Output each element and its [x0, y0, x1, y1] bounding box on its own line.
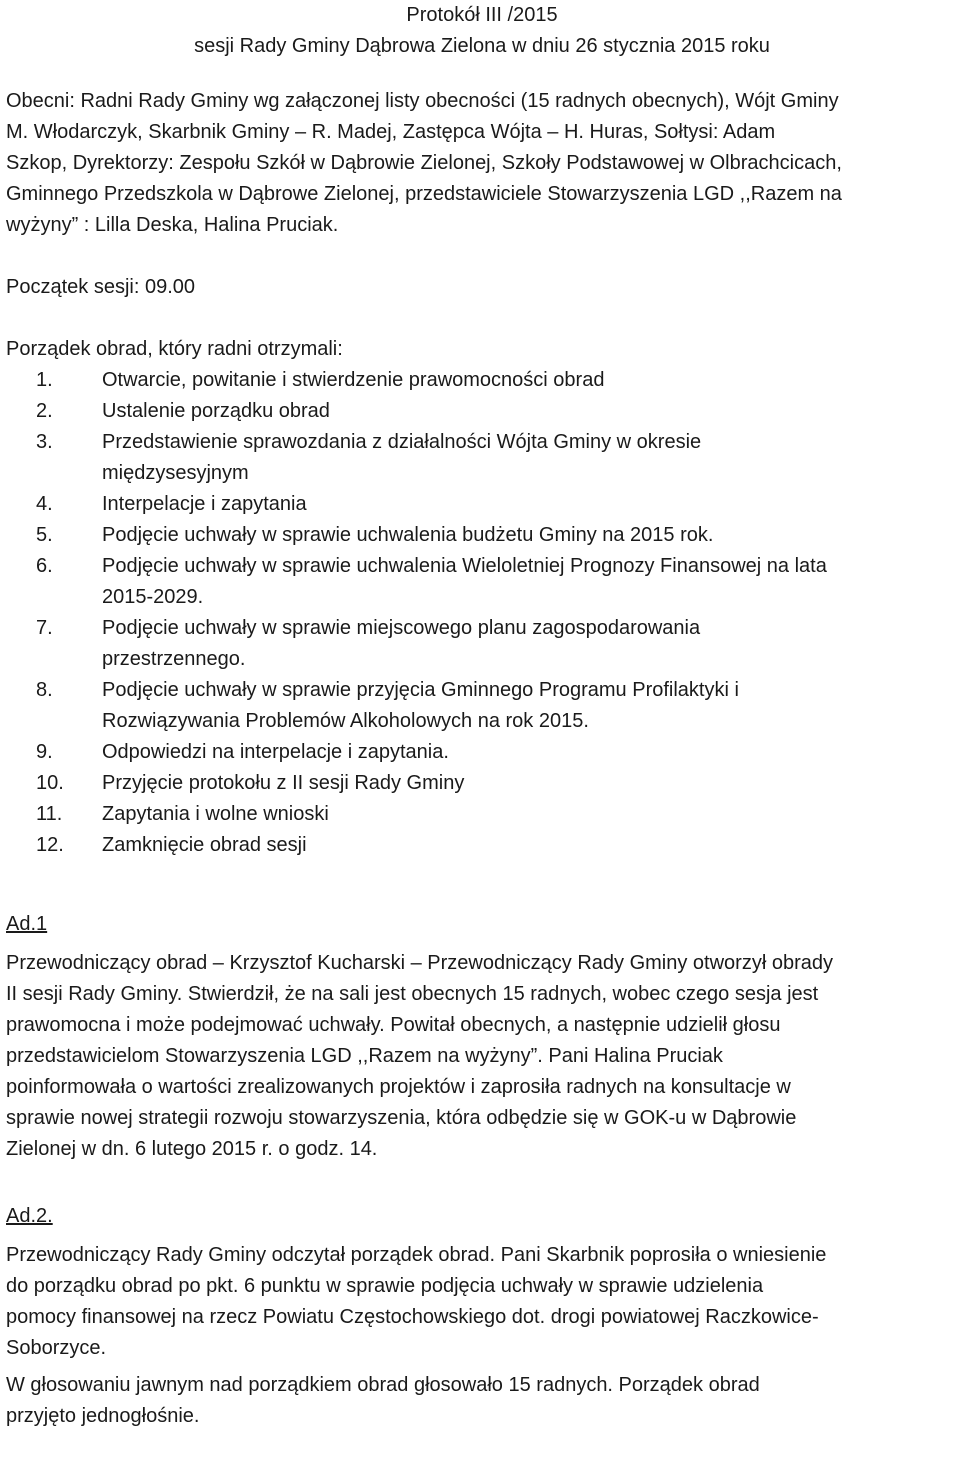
- document-page: [6, 0, 958, 1432]
- ad2-paragraph-1: [6, 1240, 958, 1364]
- agenda-item: 4. Interpelacje i zapytania: [36, 493, 307, 515]
- ad2-line: pomocy finansowej na rzecz Powiatu Częstochowskiego dot. drogi powiatowej Raczkowice-: [6, 1306, 819, 1328]
- ad1-line: Przewodniczący obrad – Krzysztof Kucharski – Przewodniczący Rady Gminy otworzył obrady: [6, 952, 833, 974]
- ad1-heading: Ad.1: [6, 913, 48, 935]
- agenda-item: 11. Zapytania i wolne wnioski: [36, 803, 329, 825]
- ad2-heading: Ad.2.: [6, 1205, 53, 1227]
- ad1-line: Zielonej w dn. 6 lutego 2015 r. o godz. 14.: [6, 1138, 378, 1160]
- attendance-line: Obecni: Radni Rady Gminy wg załączonej listy obecności (15 radnych obecnych), Wójt Gminy: [6, 90, 839, 112]
- attendance-paragraph: [6, 86, 958, 241]
- agenda-item: 8. Podjęcie uchwały w sprawie przyjęcia Gminnego Programu Profilaktyki i Rozwiązywania Problemów Alkoholowych na rok 2015.: [36, 679, 739, 732]
- ad1-line: II sesji Rady Gminy. Stwierdził, że na sali jest obecnych 15 radnych, wobec czego sesja jest: [6, 983, 819, 1005]
- attendance-line: M. Włodarczyk, Skarbnik Gminy – R. Madej, Zastępca Wójta – H. Huras, Sołtysi: Adam: [6, 121, 776, 143]
- ad1-line: sprawie nowej strategii rozwoju stowarzyszenia, która odbędzie się w GOK-u w Dąbrowie: [6, 1107, 797, 1129]
- agenda-item: 12. Zamknięcie obrad sesji: [36, 834, 307, 856]
- ad2-line: przyjęto jednogłośnie.: [6, 1405, 200, 1427]
- ad2-line: Przewodniczący Rady Gminy odczytał porządek obrad. Pani Skarbnik poprosiła o wniesienie: [6, 1244, 827, 1266]
- agenda-item: 9. Odpowiedzi na interpelacje i zapytania.: [36, 741, 449, 763]
- ad2-line: W głosowaniu jawnym nad porządkiem obrad głosowało 15 radnych. Porządek obrad: [6, 1374, 760, 1396]
- attendance-line: wyżyny” : Lilla Deska, Halina Pruciak.: [6, 214, 339, 236]
- document-title: [6, 0, 958, 62]
- title-line-2: sesji Rady Gminy Dąbrowa Zielona w dniu 26 stycznia 2015 roku: [194, 35, 770, 57]
- agenda-item: 7. Podjęcie uchwały w sprawie miejscowego planu zagospodarowania przestrzennego.: [36, 617, 701, 670]
- agenda-item: 6. Podjęcie uchwały w sprawie uchwalenia Wieloletniej Prognozy Finansowej na lata 2015-2029.: [36, 555, 827, 608]
- title-line-1: Protokół III /2015: [406, 4, 558, 26]
- agenda-item: 10. Przyjęcie protokołu z II sesji Rady Gminy: [36, 772, 465, 794]
- ad1-line: poinformowała o wartości zrealizowanych projektów i zaprosiła radnych na konsultacje w: [6, 1076, 791, 1098]
- session-start: Początek sesji: 09.00: [6, 276, 195, 298]
- agenda-item: 2. Ustalenie porządku obrad: [36, 400, 330, 422]
- attendance-line: Szkop, Dyrektorzy: Zespołu Szkół w Dąbrowie Zielonej, Szkoły Podstawowej w Olbrachcicach,: [6, 152, 842, 174]
- ad1-line: prawomocna i może podejmować uchwały. Powitał obecnych, a następnie udzielił głosu: [6, 1014, 781, 1036]
- agenda-heading: Porządek obrad, który radni otrzymali:: [6, 338, 343, 360]
- ad2-line: Soborzyce.: [6, 1337, 107, 1359]
- agenda-list: [6, 365, 958, 861]
- ad2-line: do porządku obrad po pkt. 6 punktu w sprawie podjęcia uchwały w sprawie udzielenia: [6, 1275, 764, 1297]
- agenda-item: 1. Otwarcie, powitanie i stwierdzenie prawomocności obrad: [36, 369, 605, 391]
- ad1-line: przedstawicielom Stowarzyszenia LGD ,,Razem na wyżyny”. Pani Halina Pruciak: [6, 1045, 723, 1067]
- attendance-line: Gminnego Przedszkola w Dąbrowe Zielonej, przedstawiciele Stowarzyszenia LGD ,,Razem na: [6, 183, 842, 205]
- agenda-item: 3. Przedstawienie sprawozdania z działalności Wójta Gminy w okresie międzysesyjnym: [36, 431, 702, 484]
- ad2-paragraph-2: [6, 1370, 958, 1432]
- ad1-paragraph: [6, 948, 958, 1165]
- agenda-item: 5. Podjęcie uchwały w sprawie uchwalenia budżetu Gminy na 2015 rok.: [36, 524, 714, 546]
